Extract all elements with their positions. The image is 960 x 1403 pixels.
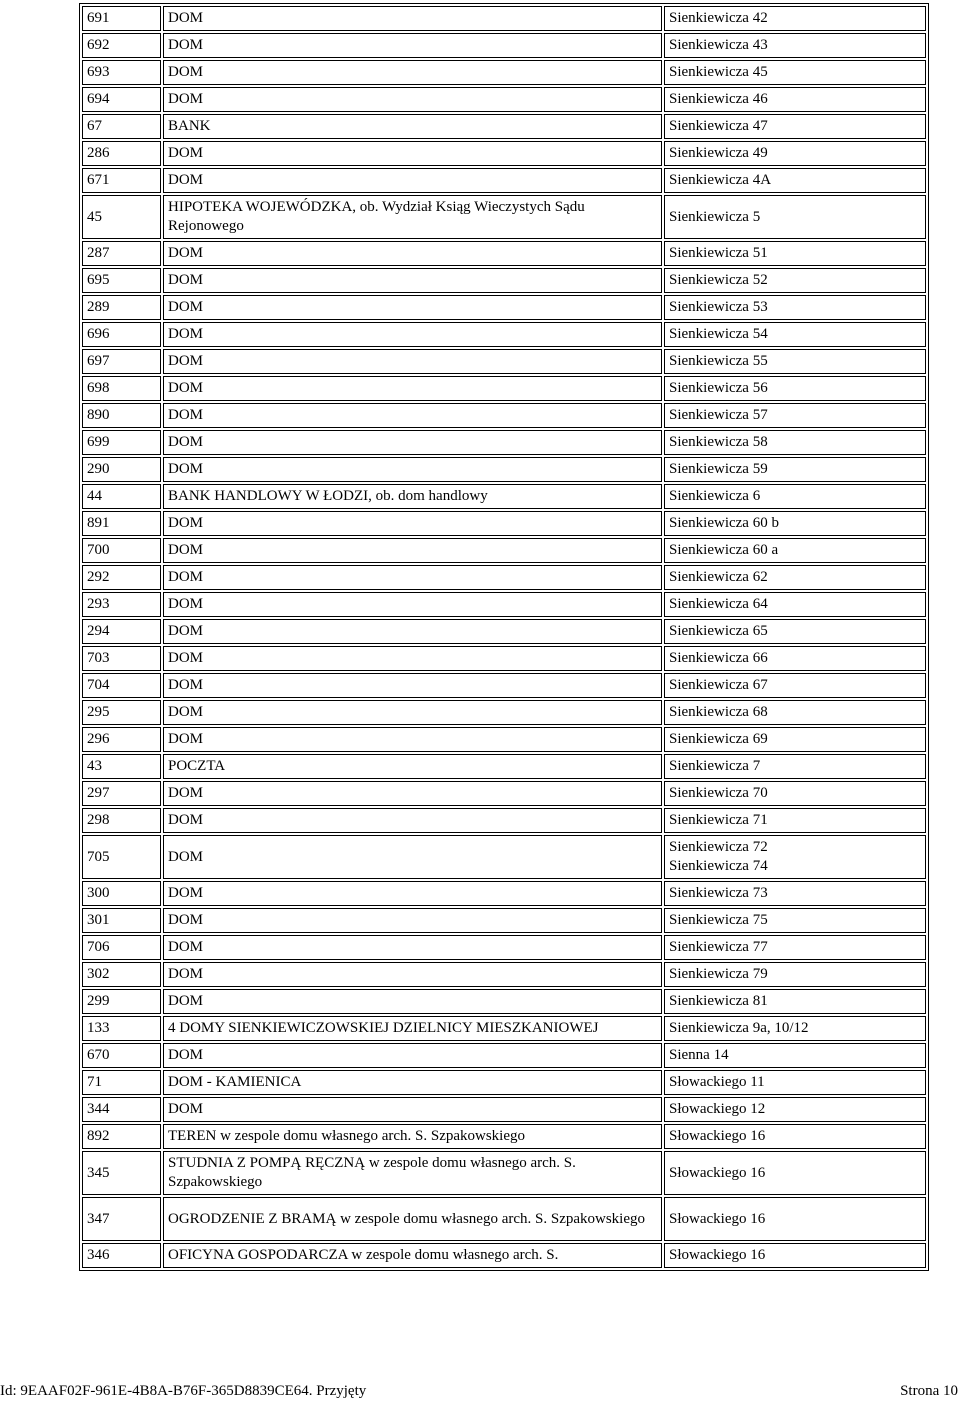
row-name-cell: DOM <box>163 646 662 671</box>
table-row <box>82 754 926 779</box>
row-address-cell: Słowackiego 16 <box>664 1124 926 1149</box>
row-name-cell: OFICYNA GOSPODARCZA w zespole domu własnego arch. S. <box>163 1243 662 1268</box>
row-name-cell: STUDNIA Z POMPĄ RĘCZNĄ w zespole domu własnego arch. S. Szpakowskiego <box>163 1151 662 1195</box>
table-row <box>82 322 926 347</box>
table-row <box>82 1124 926 1149</box>
row-id-cell: 301 <box>82 908 161 933</box>
table-row <box>82 1097 926 1122</box>
row-id-cell: 890 <box>82 403 161 428</box>
table-row <box>82 114 926 139</box>
row-address-cell: Słowackiego 16 <box>664 1197 926 1241</box>
row-name-cell: DOM <box>163 457 662 482</box>
row-name-cell: DOM <box>163 403 662 428</box>
row-address-cell: Sienkiewicza 62 <box>664 565 926 590</box>
table-row <box>82 1043 926 1068</box>
row-id-cell: 43 <box>82 754 161 779</box>
row-name-cell: DOM <box>163 962 662 987</box>
table-row <box>82 376 926 401</box>
row-name-cell: DOM <box>163 511 662 536</box>
table-row <box>82 538 926 563</box>
table-row <box>82 646 926 671</box>
table-row <box>82 808 926 833</box>
row-id-cell: 347 <box>82 1197 161 1241</box>
row-name-cell: DOM <box>163 168 662 193</box>
table-row <box>82 195 926 239</box>
row-address-cell: Słowackiego 11 <box>664 1070 926 1095</box>
row-id-cell: 298 <box>82 808 161 833</box>
row-address-cell: Sienkiewicza 58 <box>664 430 926 455</box>
row-address-cell: Sienkiewicza 60 b <box>664 511 926 536</box>
row-id-cell: 133 <box>82 1016 161 1041</box>
row-address-cell: Sienkiewicza 71 <box>664 808 926 833</box>
row-id-cell: 44 <box>82 484 161 509</box>
row-id-cell: 45 <box>82 195 161 239</box>
row-id-cell: 302 <box>82 962 161 987</box>
row-id-cell: 287 <box>82 241 161 266</box>
table-row <box>82 962 926 987</box>
table-row <box>82 881 926 906</box>
row-id-cell: 289 <box>82 295 161 320</box>
table-row <box>82 565 926 590</box>
row-id-cell: 692 <box>82 33 161 58</box>
row-name-cell: DOM <box>163 835 662 879</box>
row-name-cell: DOM <box>163 881 662 906</box>
table-row <box>82 700 926 725</box>
register-table <box>79 3 929 1271</box>
table-row <box>82 1151 926 1195</box>
table-row <box>82 935 926 960</box>
row-name-cell: DOM - KAMIENICA <box>163 1070 662 1095</box>
row-address-cell: Sienkiewicza 66 <box>664 646 926 671</box>
row-id-cell: 700 <box>82 538 161 563</box>
row-id-cell: 67 <box>82 114 161 139</box>
table-row <box>82 268 926 293</box>
row-id-cell: 345 <box>82 1151 161 1195</box>
table-row <box>82 673 926 698</box>
table-row <box>82 349 926 374</box>
row-id-cell: 344 <box>82 1097 161 1122</box>
table-row <box>82 33 926 58</box>
row-name-cell: DOM <box>163 6 662 31</box>
row-name-cell: DOM <box>163 935 662 960</box>
row-id-cell: 286 <box>82 141 161 166</box>
row-id-cell: 292 <box>82 565 161 590</box>
table-row <box>82 1016 926 1041</box>
row-id-cell: 300 <box>82 881 161 906</box>
row-address-cell: Sienkiewicza 6 <box>664 484 926 509</box>
row-name-cell: DOM <box>163 727 662 752</box>
row-address-cell: Sienkiewicza 59 <box>664 457 926 482</box>
row-id-cell: 703 <box>82 646 161 671</box>
row-address-cell: Sienkiewicza 73 <box>664 881 926 906</box>
row-name-cell: OGRODZENIE Z BRAMĄ w zespole domu własnego arch. S. Szpakowskiego <box>163 1197 662 1241</box>
row-id-cell: 346 <box>82 1243 161 1268</box>
row-name-cell: DOM <box>163 1097 662 1122</box>
row-address-cell: Sienkiewicza 4A <box>664 168 926 193</box>
row-name-cell: DOM <box>163 430 662 455</box>
table-row <box>82 241 926 266</box>
row-id-cell: 706 <box>82 935 161 960</box>
row-id-cell: 699 <box>82 430 161 455</box>
row-name-cell: DOM <box>163 241 662 266</box>
row-id-cell: 295 <box>82 700 161 725</box>
table-row <box>82 619 926 644</box>
row-address-cell: Sienkiewicza 56 <box>664 376 926 401</box>
row-id-cell: 293 <box>82 592 161 617</box>
row-id-cell: 695 <box>82 268 161 293</box>
row-address-cell: Sienkiewicza 9a, 10/12 <box>664 1016 926 1041</box>
row-name-cell: DOM <box>163 989 662 1014</box>
row-id-cell: 697 <box>82 349 161 374</box>
row-name-cell: POCZTA <box>163 754 662 779</box>
table-row <box>82 511 926 536</box>
table-row <box>82 1197 926 1241</box>
table-row <box>82 989 926 1014</box>
row-id-cell: 705 <box>82 835 161 879</box>
row-address-cell: Sienkiewicza 51 <box>664 241 926 266</box>
row-address-cell: Sienkiewicza 47 <box>664 114 926 139</box>
row-address-cell: Sienna 14 <box>664 1043 926 1068</box>
row-address-cell: Sienkiewicza 69 <box>664 727 926 752</box>
row-name-cell: DOM <box>163 33 662 58</box>
table-row <box>82 87 926 112</box>
row-name-cell: DOM <box>163 295 662 320</box>
row-id-cell: 694 <box>82 87 161 112</box>
table-row <box>82 403 926 428</box>
row-name-cell: DOM <box>163 592 662 617</box>
row-address-cell: Sienkiewicza 5 <box>664 195 926 239</box>
table-row <box>82 60 926 85</box>
row-id-cell: 297 <box>82 781 161 806</box>
row-address-cell: Sienkiewicza 46 <box>664 87 926 112</box>
page-number: Strona 10 <box>900 1383 958 1399</box>
table-row <box>82 484 926 509</box>
row-address-cell: Słowackiego 16 <box>664 1151 926 1195</box>
row-address-cell: Sienkiewicza 53 <box>664 295 926 320</box>
row-name-cell: DOM <box>163 673 662 698</box>
row-address-cell: Sienkiewicza 70 <box>664 781 926 806</box>
table-row <box>82 592 926 617</box>
row-id-cell: 294 <box>82 619 161 644</box>
row-name-cell: BANK <box>163 114 662 139</box>
row-address-cell: Sienkiewicza 7 <box>664 754 926 779</box>
row-name-cell: DOM <box>163 376 662 401</box>
row-address-cell: Sienkiewicza 72 Sienkiewicza 74 <box>664 835 926 879</box>
row-id-cell: 691 <box>82 6 161 31</box>
table-row <box>82 908 926 933</box>
row-id-cell: 892 <box>82 1124 161 1149</box>
row-address-cell: Sienkiewicza 52 <box>664 268 926 293</box>
row-address-cell: Sienkiewicza 43 <box>664 33 926 58</box>
row-id-cell: 71 <box>82 1070 161 1095</box>
table-row <box>82 6 926 31</box>
row-address-cell: Sienkiewicza 57 <box>664 403 926 428</box>
row-address-cell: Słowackiego 16 <box>664 1243 926 1268</box>
row-id-cell: 696 <box>82 322 161 347</box>
row-name-cell: DOM <box>163 87 662 112</box>
table-row <box>82 727 926 752</box>
register-table-body <box>82 6 926 1268</box>
row-id-cell: 704 <box>82 673 161 698</box>
row-address-cell: Sienkiewicza 81 <box>664 989 926 1014</box>
table-row <box>82 141 926 166</box>
row-name-cell: DOM <box>163 268 662 293</box>
row-address-cell: Sienkiewicza 65 <box>664 619 926 644</box>
row-name-cell: DOM <box>163 60 662 85</box>
row-id-cell: 671 <box>82 168 161 193</box>
row-name-cell: 4 DOMY SIENKIEWICZOWSKIEJ DZIELNICY MIESZKANIOWEJ <box>163 1016 662 1041</box>
row-id-cell: 670 <box>82 1043 161 1068</box>
table-row <box>82 1070 926 1095</box>
row-name-cell: DOM <box>163 1043 662 1068</box>
row-address-cell: Sienkiewicza 54 <box>664 322 926 347</box>
row-name-cell: DOM <box>163 322 662 347</box>
table-row <box>82 835 926 879</box>
row-id-cell: 693 <box>82 60 161 85</box>
table-row <box>82 295 926 320</box>
row-name-cell: TEREN w zespole domu własnego arch. S. Szpakowskiego <box>163 1124 662 1149</box>
row-name-cell: DOM <box>163 565 662 590</box>
row-name-cell: HIPOTEKA WOJEWÓDZKA, ob. Wydział Ksiąg Wieczystych Sądu Rejonowego <box>163 195 662 239</box>
table-row <box>82 430 926 455</box>
row-id-cell: 698 <box>82 376 161 401</box>
row-address-cell: Sienkiewicza 79 <box>664 962 926 987</box>
row-name-cell: DOM <box>163 781 662 806</box>
table-row <box>82 168 926 193</box>
row-address-cell: Sienkiewicza 49 <box>664 141 926 166</box>
row-name-cell: DOM <box>163 808 662 833</box>
row-address-cell: Sienkiewicza 75 <box>664 908 926 933</box>
table-row <box>82 457 926 482</box>
row-address-cell: Sienkiewicza 45 <box>664 60 926 85</box>
row-id-cell: 290 <box>82 457 161 482</box>
document-id: Id: 9EAAF02F-961E-4B8A-B76F-365D8839CE64. Przyjęty <box>0 1383 367 1399</box>
row-id-cell: 296 <box>82 727 161 752</box>
row-name-cell: DOM <box>163 700 662 725</box>
row-address-cell: Sienkiewicza 68 <box>664 700 926 725</box>
row-address-cell: Sienkiewicza 42 <box>664 6 926 31</box>
row-address-cell: Słowackiego 12 <box>664 1097 926 1122</box>
row-address-cell: Sienkiewicza 60 a <box>664 538 926 563</box>
table-row <box>82 1243 926 1268</box>
table-row <box>82 781 926 806</box>
row-name-cell: DOM <box>163 538 662 563</box>
row-address-cell: Sienkiewicza 67 <box>664 673 926 698</box>
row-address-cell: Sienkiewicza 55 <box>664 349 926 374</box>
row-name-cell: DOM <box>163 908 662 933</box>
row-name-cell: BANK HANDLOWY W ŁODZI, ob. dom handlowy <box>163 484 662 509</box>
row-name-cell: DOM <box>163 141 662 166</box>
row-address-cell: Sienkiewicza 64 <box>664 592 926 617</box>
row-id-cell: 299 <box>82 989 161 1014</box>
row-address-cell: Sienkiewicza 77 <box>664 935 926 960</box>
row-name-cell: DOM <box>163 619 662 644</box>
row-id-cell: 891 <box>82 511 161 536</box>
row-name-cell: DOM <box>163 349 662 374</box>
